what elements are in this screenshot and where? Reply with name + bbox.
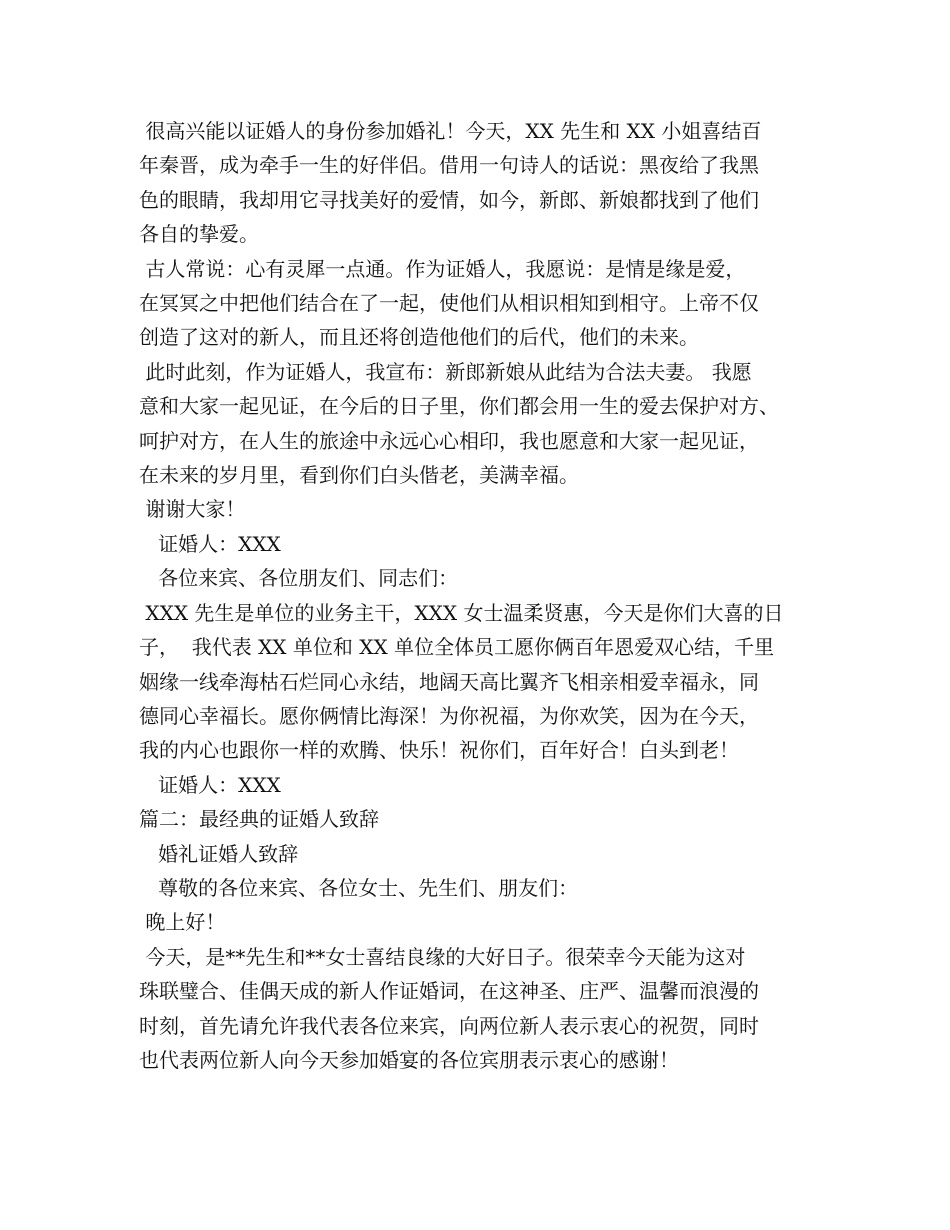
text-line: 色的眼睛，我却用它寻找美好的爱情，如今，新郎、新娘都找到了他们 (139, 187, 759, 212)
text-line: 晚上好！ (139, 910, 226, 935)
text-line: 此时此刻，作为证婚人，我宣布：新郎新娘从此结为合法夫妻。 我愿 (139, 359, 752, 384)
text-line: 年秦晋，成为牵手一生的好伴侣。借用一句诗人的话说：黑夜给了我黑 (139, 153, 759, 178)
text-line: 珠联璧合、佳偶天成的新人作证婚词，在这神圣、庄严、温馨而浪漫的 (139, 979, 759, 1004)
text-line: 在未来的岁月里，看到你们白头偕老，美满幸福。 (139, 463, 579, 488)
text-line: 姻缘一线牵海枯石烂同心永结，地阔天高比翼齐飞相亲相爱幸福永，同 (139, 669, 759, 694)
signature-line: 证婚人：XXX (139, 531, 281, 556)
text-line: 意和大家一起见证，在今后的日子里，你们都会用一生的爱去保护对方、 (139, 394, 779, 419)
text-line: 子， 我代表 XX 单位和 XX 单位全体员工愿你俩百年恩爱双心结，千里 (139, 635, 775, 660)
signature-line: 证婚人：XXX (139, 772, 281, 797)
text-line: 今天，是**先生和**女士喜结良缘的大好日子。很荣幸今天能为这对 (139, 944, 746, 969)
text-line: 也代表两位新人向今天参加婚宴的各位宾朋表示衷心的感谢！ (139, 1047, 679, 1072)
text-line: 各自的挚爱。 (139, 222, 259, 247)
text-line: 创造了这对的新人，而且还将创造他他们的后代，他们的未来。 (139, 325, 699, 350)
text-line: 在冥冥之中把他们结合在了一起，使他们从相识相知到相守。上帝不仅 (139, 291, 759, 316)
text-line: 时刻，首先请允许我代表各位来宾，向两位新人表示衷心的祝贺，同时 (139, 1013, 759, 1038)
section-title: 婚礼证婚人致辞 (139, 841, 299, 866)
text-line: 尊敬的各位来宾、各位女士、先生们、朋友们： (139, 875, 579, 900)
text-line: 古人常说：心有灵犀一点通。作为证婚人，我愿说：是情是缘是爱， (139, 256, 746, 281)
text-line: 我的内心也跟你一样的欢腾、快乐！祝你们，百年好合！白头到老！ (139, 738, 739, 763)
text-line: 各位来宾、各位朋友们、同志们： (139, 566, 459, 591)
text-line: XXX 先生是单位的业务主干，XXX 女士温柔贤惠，今天是你们大喜的日 (139, 600, 784, 625)
text-line: 德同心幸福长。愿你俩情比海深！为你祝福，为你欢笑，因为在今天， (139, 703, 759, 728)
document-body (139, 114, 839, 1077)
text-line: 呵护对方，在人生的旅途中永远心心相印，我也愿意和大家一起见证， (139, 428, 759, 453)
text-line: 很高兴能以证婚人的身份参加婚礼！今天，XX 先生和 XX 小姐喜结百 (139, 119, 762, 143)
section-heading: 篇二：最经典的证婚人致辞 (139, 807, 379, 832)
text-line: 谢谢大家！ (139, 497, 246, 522)
